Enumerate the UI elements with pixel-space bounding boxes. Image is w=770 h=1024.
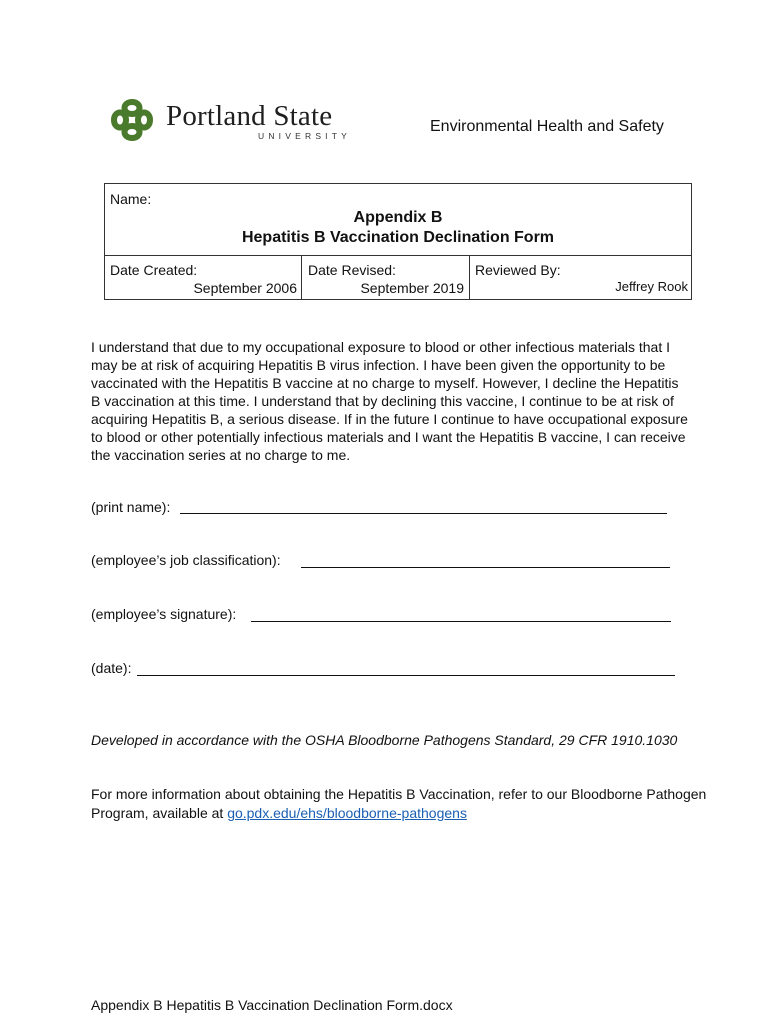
appendix-title: Appendix B [353, 209, 443, 226]
signature-label: (employee’s signature): [91, 606, 237, 622]
signature-line[interactable] [251, 621, 671, 622]
osha-note: Developed in accordance with the OSHA Bloodborne Pathogens Standard, 29 CFR 1910.1030 [91, 732, 678, 748]
more-info-sentence: For more information about obtaining the Hepatitis B Vaccination, refer to our Bloodborne Pathogen Program, available at [91, 786, 707, 821]
print-name-label: (print name): [91, 499, 171, 515]
psu-logo [108, 96, 352, 146]
bloodborne-pathogens-link[interactable]: go.pdx.edu/ehs/bloodborne-pathogens [227, 805, 467, 821]
reviewed-by-label: Reviewed By: [475, 262, 561, 278]
reviewed-by-value: Jeffrey Rook [615, 279, 688, 294]
date-line[interactable] [137, 675, 675, 676]
footer-filename: Appendix B Hepatitis B Vaccination Declination Form.docx [91, 997, 453, 1013]
print-name-line[interactable] [180, 513, 667, 514]
psu-emblem-icon [108, 96, 156, 144]
more-info-text [91, 785, 711, 823]
date-revised-label: Date Revised: [308, 262, 396, 278]
logo-wordmark: Portland State [166, 100, 333, 132]
box-column-divider [301, 255, 302, 299]
date-label: (date): [91, 660, 132, 676]
job-classification-line[interactable] [301, 567, 670, 568]
date-created-value: September 2006 [193, 280, 297, 296]
declaration-text: I understand that due to my occupational exposure to blood or other infectious materials that I may be at risk of acquiring Hepatitis B virus infection. I have been given the opportunity to be vaccinated with the Hepatitis B vaccine at no charge to myself. However, I decline the Hepatitis B vaccination at this time. I understand that by declining this vaccine, I continue to be at risk of acquiring Hepatitis B, a serious disease. If in the future I continue to have occupational exposure to blood or other potentially infectious materials and I want the Hepatitis B vaccine, I can receive the vaccination series at no charge to me. [91, 339, 688, 463]
logo-subtitle: UNIVERSITY [258, 131, 352, 141]
form-title: Hepatitis B Vaccination Declination Form [241, 229, 555, 246]
form-header-box [104, 183, 692, 300]
department-name: Environmental Health and Safety [430, 118, 664, 135]
date-created-label: Date Created: [110, 262, 198, 278]
job-classification-label: (employee’s job classification): [91, 552, 281, 568]
box-column-divider [469, 255, 470, 299]
name-label: Name: [110, 191, 152, 207]
box-divider [105, 255, 691, 256]
date-revised-value: September 2019 [360, 280, 464, 296]
